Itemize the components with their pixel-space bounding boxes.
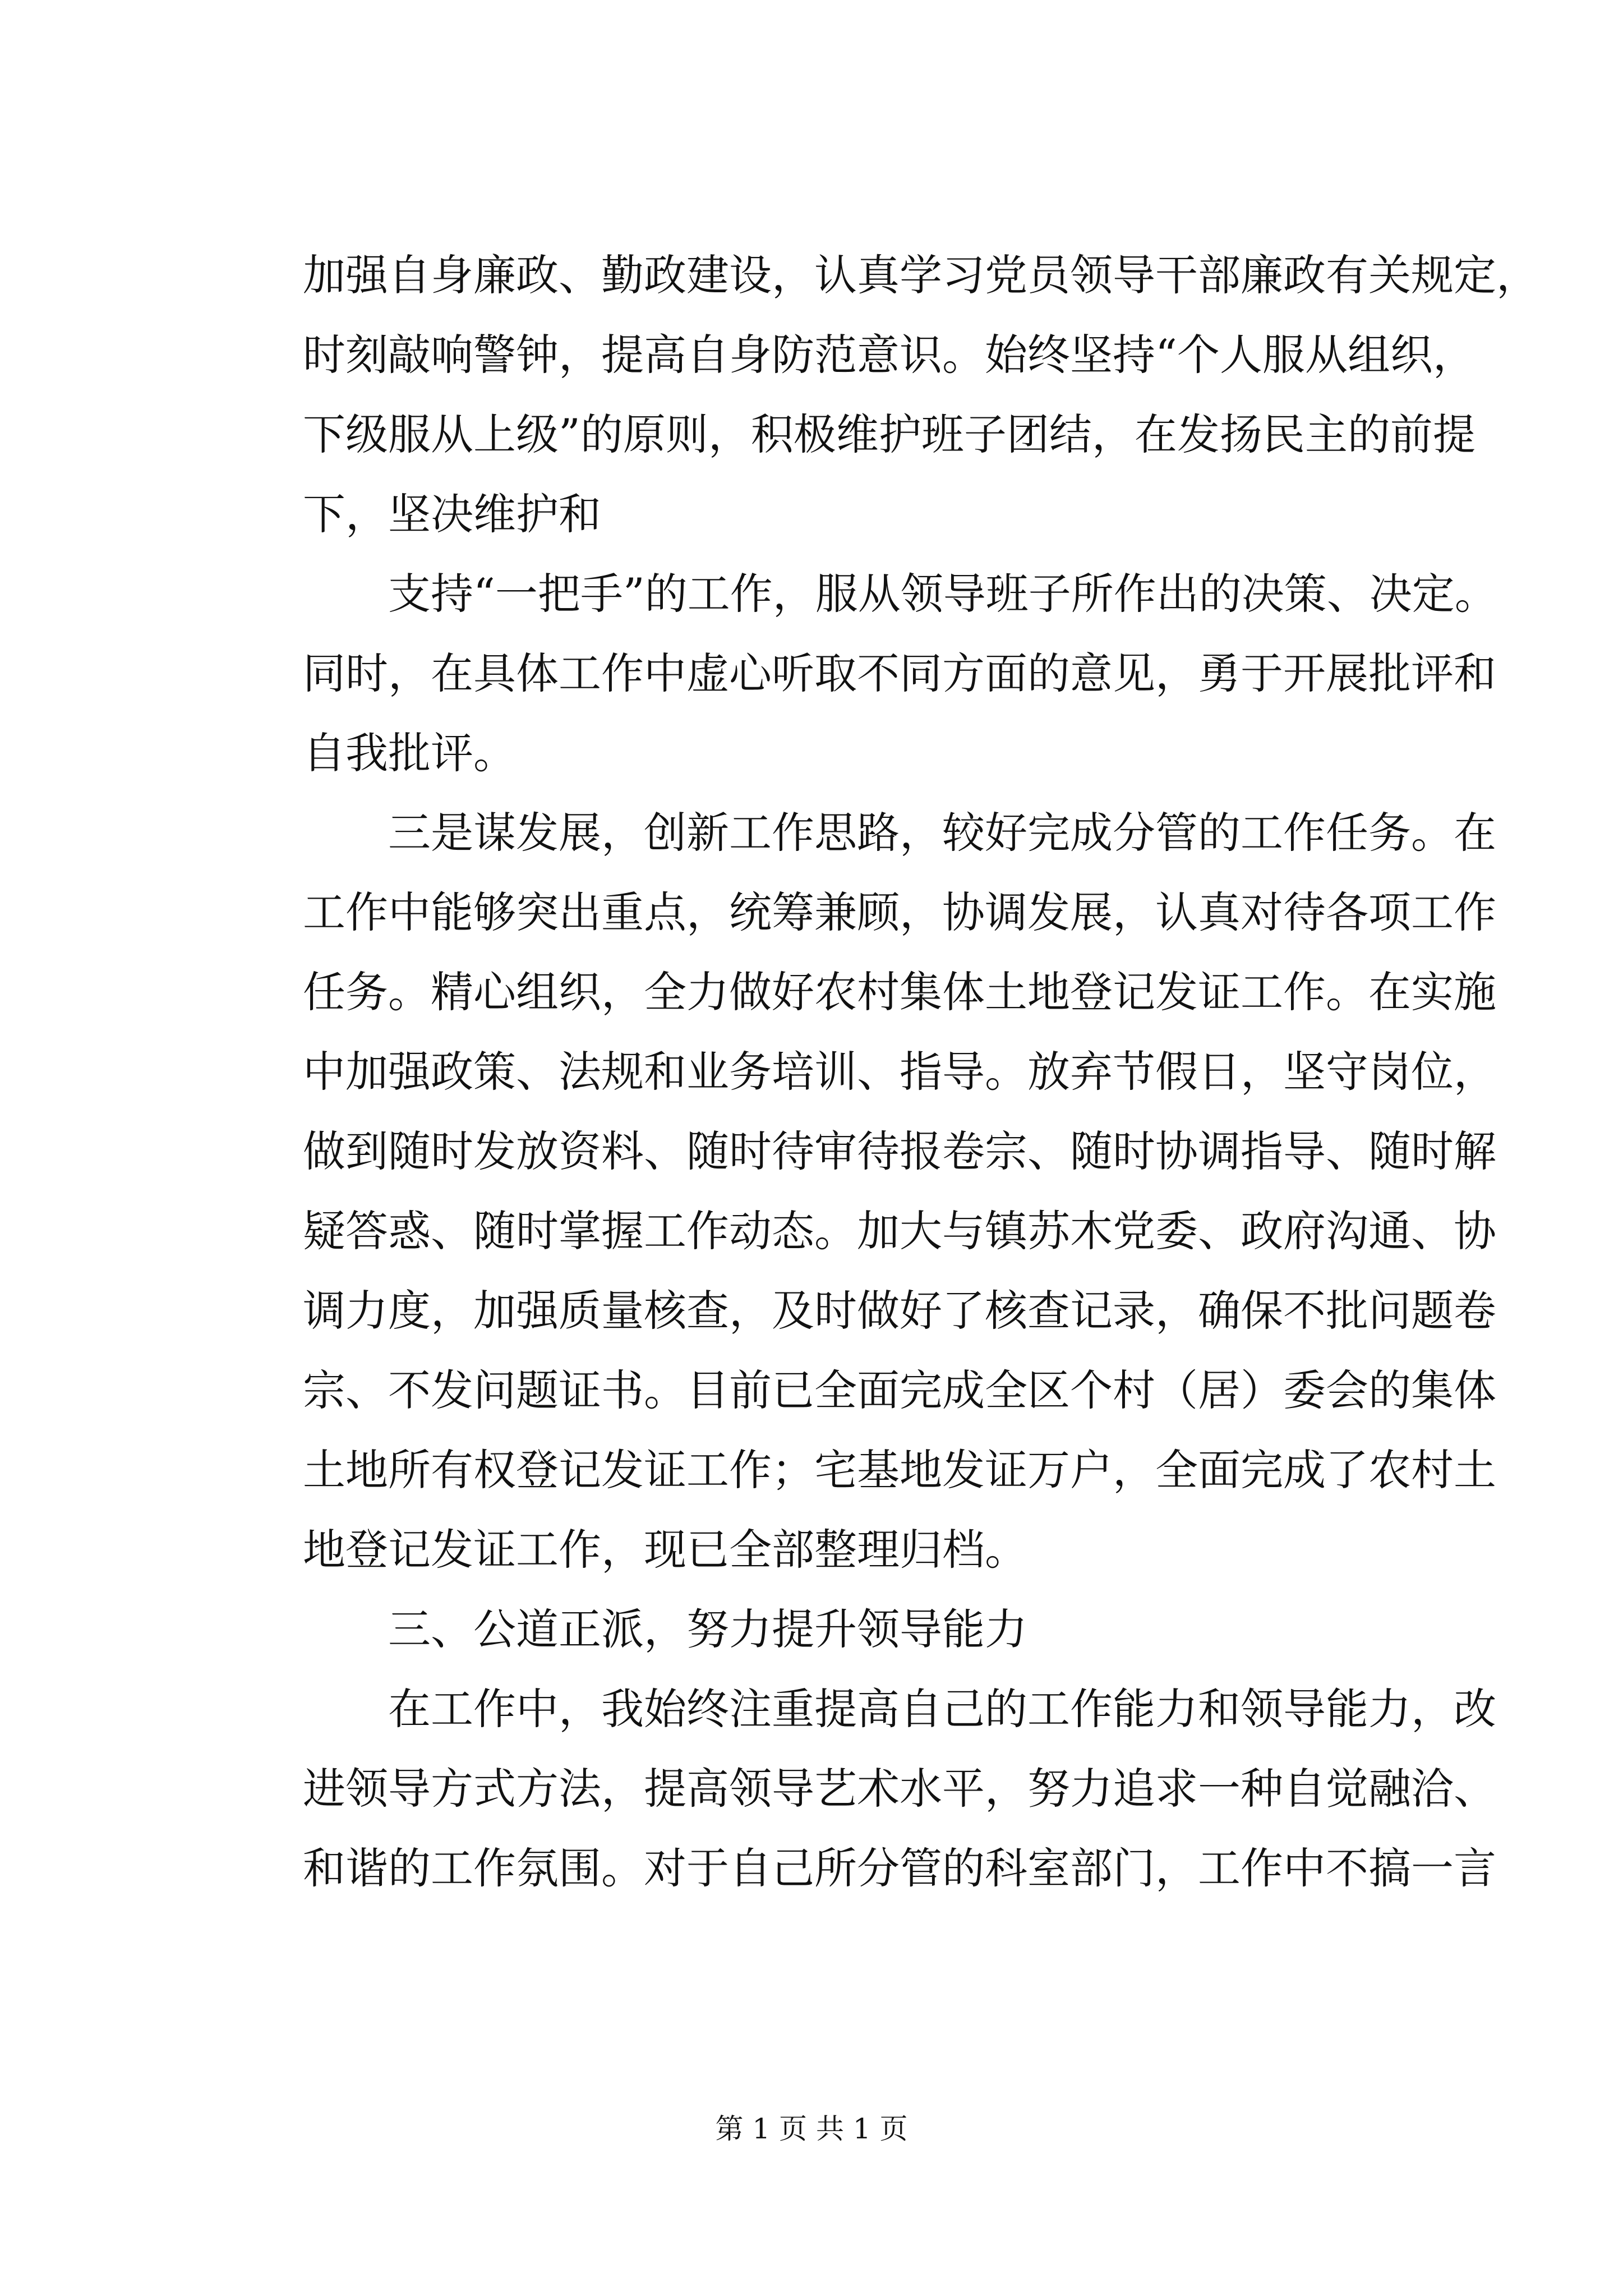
paragraph-3-line-4: 中加强政策、法规和业务培训、指导。放弃节假日，坚守岗位， [303, 1047, 1496, 1097]
paragraph-3-line-10: 地登记发证工作，现已全部整理归档。 [303, 1525, 1027, 1575]
paragraph-3-line-3: 任务。精心组织，全力做好农村集体土地登记发证工作。在实施 [303, 967, 1496, 1017]
paragraph-5-line-2: 进领导方式方法，提高领导艺术水平，努力追求一种自觉融洽、 [303, 1764, 1496, 1814]
paragraph-3-line-2: 工作中能够突出重点，统筹兼顾，协调发展，认真对待各项工作 [303, 887, 1496, 937]
paragraph-3-line-9: 土地所有权登记发证工作；宅基地发证万户，全面完成了农村土 [303, 1445, 1496, 1495]
section-heading: 三、公道正派，努力提升领导能力 [388, 1604, 1027, 1654]
paragraph-2-line-3: 自我批评。 [303, 728, 516, 778]
paragraph-3-line-6: 疑答惑、随时掌握工作动态。加大与镇苏木党委、政府沟通、协 [303, 1206, 1496, 1256]
paragraph-1-line-2: 时刻敲响警钟，提高自身防范意识。始终坚持“个人服从组织， [303, 330, 1476, 380]
paragraph-1-line-3: 下级服从上级”的原则，积极维护班子团结，在发扬民主的前提 [303, 409, 1476, 459]
page-footer [0, 2109, 1623, 2148]
paragraph-1-line-4: 下，坚决维护和 [303, 489, 601, 539]
document-body [303, 236, 1539, 1908]
paragraph-2-line-2: 同时，在具体工作中虚心听取不同方面的意见，勇于开展批评和 [303, 648, 1496, 698]
paragraph-3-line-8: 宗、不发问题证书。目前已全面完成全区个村（居）委会的集体 [303, 1365, 1496, 1415]
paragraph-5-line-3: 和谐的工作氛围。对于自己所分管的科室部门，工作中不搞一言 [303, 1843, 1496, 1893]
page-number-label: 第 1 页 共 1 页 [715, 2113, 908, 2145]
paragraph-5-line-1: 在工作中，我始终注重提高自己的工作能力和领导能力，改 [388, 1684, 1496, 1734]
paragraph-2-line-1: 支持“一把手”的工作，服从领导班子所作出的决策、决定。 [388, 569, 1497, 619]
paragraph-3-line-7: 调力度，加强质量核查，及时做好了核查记录，确保不批问题卷 [303, 1286, 1496, 1336]
paragraph-1-line-1: 加强自身廉政、勤政建设，认真学习党员领导干部廉政有关规定， [303, 250, 1539, 300]
paragraph-3-line-5: 做到随时发放资料、随时待审待报卷宗、随时协调指导、随时解 [303, 1126, 1496, 1176]
paragraph-3-line-1: 三是谋发展，创新工作思路，较好完成分管的工作任务。在 [388, 808, 1496, 858]
